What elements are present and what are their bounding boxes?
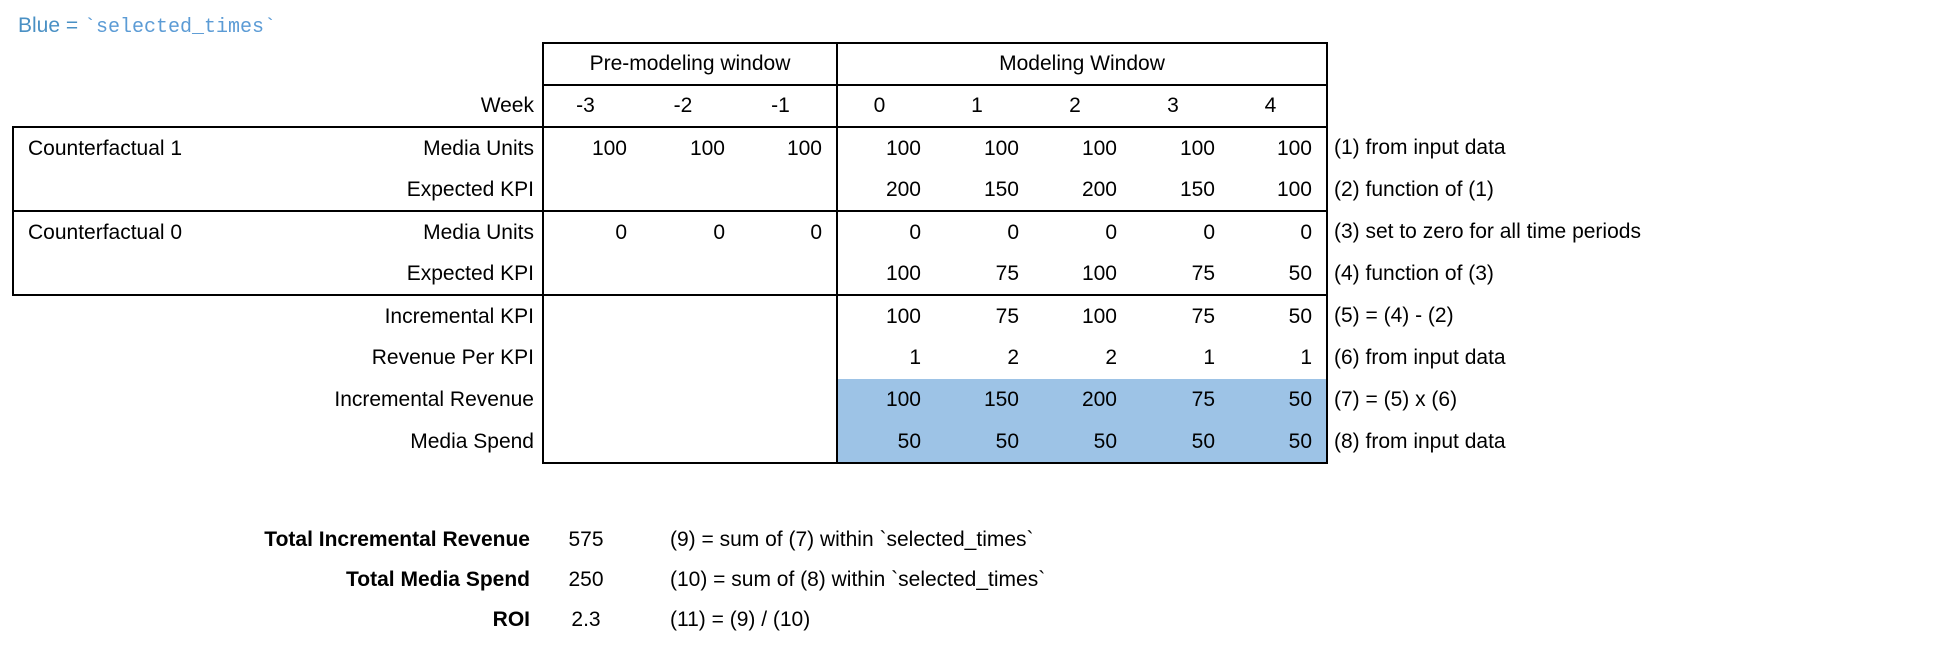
summary-note: (9) = sum of (7) within `selected_times`	[670, 528, 1034, 551]
week-cell: 1	[935, 85, 1033, 127]
data-cell: 100	[1229, 169, 1327, 211]
data-cell: 1	[1203, 346, 1215, 369]
row-group-label	[13, 421, 253, 463]
data-cell-highlighted: 100	[837, 379, 935, 421]
week-row-note-spacer	[1327, 85, 1787, 127]
table-row	[13, 379, 1787, 421]
data-cell	[543, 295, 641, 337]
data-cell-highlighted: 50	[837, 421, 935, 463]
table-row	[13, 127, 1787, 169]
data-cell	[739, 253, 837, 295]
data-cell	[543, 379, 641, 421]
data-cell: 100	[837, 127, 935, 169]
data-cell	[543, 337, 641, 379]
data-cell: 200	[1081, 177, 1117, 201]
data-cell	[641, 169, 739, 211]
data-cell	[641, 379, 739, 421]
data-cell: 100	[837, 253, 935, 295]
row-group-label	[13, 337, 253, 379]
week-cell: -2	[641, 85, 739, 127]
data-cell: 1	[1229, 337, 1327, 379]
row-note: (6) from input data	[1334, 346, 1506, 369]
data-cell: 75	[935, 253, 1033, 295]
summary-value: 575	[568, 528, 604, 551]
data-cell: 100	[739, 127, 837, 169]
summary-label: Total Incremental Revenue	[264, 528, 530, 551]
roi-calculation-table	[12, 42, 1788, 464]
row-note: (8) from input data	[1334, 430, 1506, 453]
data-cell	[641, 253, 739, 295]
data-cell: 150	[1179, 177, 1215, 201]
row-group-label: Counterfactual 0	[13, 211, 253, 253]
data-cell: 0	[641, 211, 739, 253]
summary-body	[12, 520, 1045, 640]
data-cell: 0	[837, 211, 935, 253]
data-cell: 100	[1081, 304, 1117, 328]
legend	[18, 14, 276, 39]
data-cell: 75	[995, 304, 1019, 328]
data-cell	[641, 421, 739, 463]
row-group-label	[13, 379, 253, 421]
data-cell: 100	[543, 127, 641, 169]
week-row-spacer-a	[13, 85, 253, 127]
summary-label: ROI	[492, 608, 530, 631]
data-cell-highlighted: 200	[1033, 379, 1131, 421]
data-cell: 100	[935, 127, 1033, 169]
row-metric-label: Media Spend	[410, 430, 534, 453]
summary-note: (11) = (9) / (10)	[670, 608, 811, 631]
data-cell	[739, 337, 837, 379]
group-header-pre-modeling: Pre-modeling window	[543, 43, 837, 85]
data-cell: 100	[1033, 127, 1131, 169]
row-metric-label: Media Units	[253, 211, 543, 253]
data-cell: 100	[885, 304, 921, 328]
table-row	[13, 421, 1787, 463]
data-cell: 0	[1229, 211, 1327, 253]
data-cell: 2	[1105, 346, 1117, 369]
summary-table	[12, 520, 1045, 640]
data-cell	[543, 421, 641, 463]
data-cell	[641, 295, 739, 337]
data-cell: 100	[1229, 127, 1327, 169]
table-group-header-row	[13, 43, 1787, 85]
summary-value: 250	[568, 568, 604, 591]
data-cell	[739, 169, 837, 211]
data-cell-highlighted: 50	[1229, 379, 1327, 421]
data-cell-highlighted: 50	[1033, 421, 1131, 463]
table-row	[13, 337, 1787, 379]
data-cell	[739, 379, 837, 421]
table-row	[13, 295, 1787, 337]
data-cell: 0	[1033, 211, 1131, 253]
row-metric-label: Expected KPI	[253, 253, 543, 295]
table-row	[13, 211, 1787, 253]
summary-row	[12, 560, 1045, 600]
row-group-label: Counterfactual 1	[13, 127, 253, 169]
table-body	[13, 43, 1787, 463]
legend-prefix: Blue =	[18, 14, 84, 37]
data-cell	[543, 169, 641, 211]
week-cell: 4	[1229, 85, 1327, 127]
data-cell: 100	[1131, 127, 1229, 169]
row-note: (5) = (4) - (2)	[1334, 304, 1454, 327]
data-cell: 2	[1007, 346, 1019, 369]
row-metric-label: Incremental Revenue	[334, 388, 534, 411]
row-note: (4) function of (3)	[1334, 262, 1494, 285]
data-cell-highlighted: 75	[1131, 379, 1229, 421]
data-cell	[739, 295, 837, 337]
summary-row	[12, 600, 1045, 640]
data-cell: 75	[1131, 253, 1229, 295]
row-metric-label: Incremental KPI	[384, 304, 534, 328]
group-header-spacer-a	[13, 43, 253, 85]
data-cell	[739, 421, 837, 463]
table-row	[13, 253, 1787, 295]
data-cell-highlighted: 50	[1229, 421, 1327, 463]
row-note: (1) from input data	[1334, 136, 1506, 159]
week-cell: -3	[543, 85, 641, 127]
data-cell: 50	[1229, 253, 1327, 295]
row-metric-label: Media Units	[253, 127, 543, 169]
summary-value: 2.3	[571, 608, 601, 631]
summary-label: Total Media Spend	[346, 568, 530, 591]
row-group-label	[13, 169, 253, 211]
data-cell: 75	[1191, 304, 1215, 328]
week-row-label: Week	[480, 93, 534, 117]
data-cell: 50	[1229, 295, 1327, 337]
row-note: (3) set to zero for all time periods	[1334, 220, 1641, 243]
table-week-row	[13, 85, 1787, 127]
group-header-note-spacer	[1327, 43, 1787, 85]
data-cell: 150	[983, 177, 1019, 201]
group-header-modeling: Modeling Window	[837, 43, 1327, 85]
data-cell: 0	[1131, 211, 1229, 253]
data-cell	[543, 253, 641, 295]
row-metric-label: Revenue Per KPI	[371, 346, 534, 369]
data-cell-highlighted: 50	[935, 421, 1033, 463]
data-cell: 100	[641, 127, 739, 169]
data-cell: 200	[885, 177, 921, 201]
data-cell: 0	[543, 211, 641, 253]
row-group-label	[13, 253, 253, 295]
row-metric-label: Expected KPI	[406, 177, 534, 201]
data-cell: 1	[909, 346, 921, 369]
data-cell: 0	[935, 211, 1033, 253]
week-cell: 3	[1131, 85, 1229, 127]
week-cell: 0	[837, 85, 935, 127]
data-cell: 0	[739, 211, 837, 253]
row-note: (7) = (5) x (6)	[1334, 388, 1458, 411]
row-note: (2) function of (1)	[1334, 178, 1494, 201]
week-cell: -1	[739, 85, 837, 127]
summary-note: (10) = sum of (8) within `selected_times`	[670, 568, 1046, 591]
group-header-spacer-b	[253, 43, 543, 85]
legend-code: `selected_times`	[83, 16, 276, 39]
data-cell	[641, 337, 739, 379]
data-cell-highlighted: 150	[935, 379, 1033, 421]
data-cell-highlighted: 50	[1131, 421, 1229, 463]
summary-row	[12, 520, 1045, 560]
data-cell: 100	[1033, 253, 1131, 295]
table-row	[13, 169, 1787, 211]
row-group-label	[13, 295, 253, 337]
week-cell: 2	[1033, 85, 1131, 127]
